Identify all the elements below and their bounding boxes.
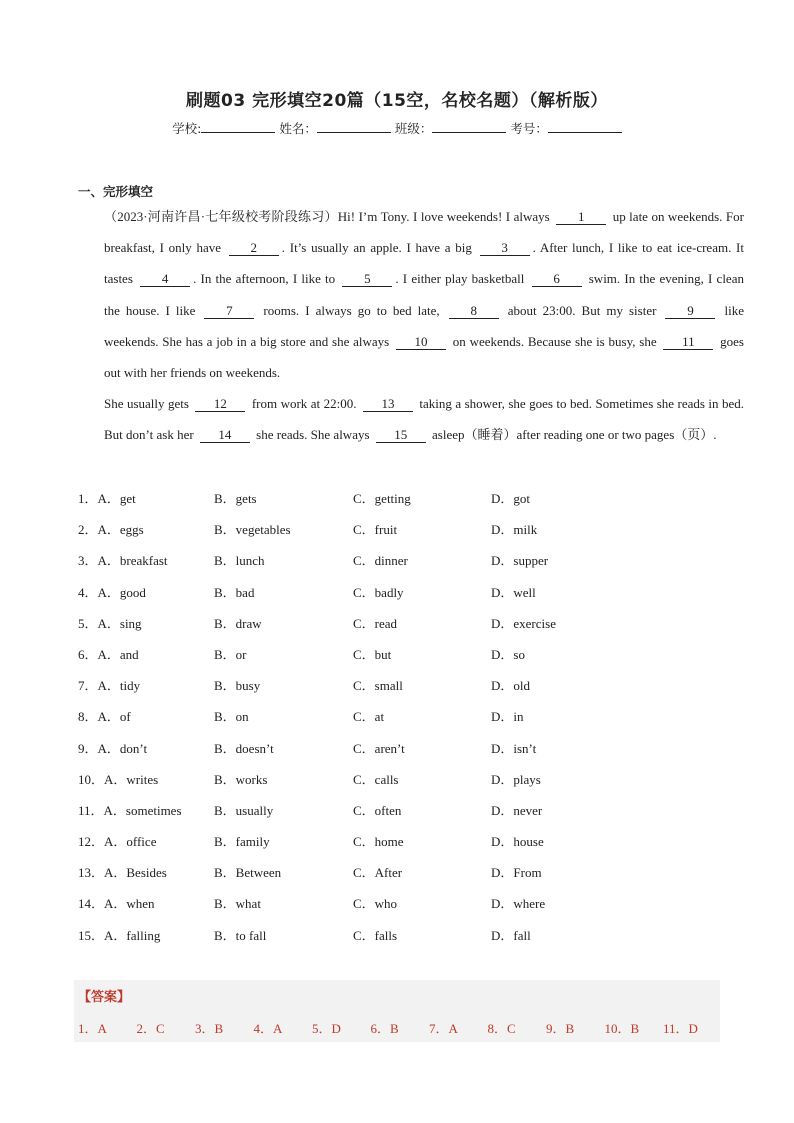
- blank-4[interactable]: 4: [140, 272, 190, 287]
- blank-14[interactable]: 14: [200, 428, 250, 443]
- blank-7[interactable]: 7: [204, 304, 254, 319]
- passage-text: swim. In the evening, I clean the house. I like: [104, 271, 744, 318]
- option-c[interactable]: C．badly: [353, 584, 404, 600]
- question-row: [78, 795, 718, 826]
- option-b[interactable]: B．to fall: [214, 927, 267, 943]
- question-row: [78, 545, 718, 576]
- option-c[interactable]: C．dinner: [353, 553, 408, 569]
- option-a[interactable]: 3．A．breakfast: [78, 553, 168, 569]
- answer-item: 11．D: [663, 1021, 698, 1036]
- question-options-list: [78, 483, 718, 951]
- option-a[interactable]: 12．A．office: [78, 834, 157, 850]
- question-row: [78, 733, 718, 764]
- option-d[interactable]: D．supper: [491, 553, 549, 569]
- option-a[interactable]: 1．A．get: [78, 491, 136, 506]
- name-blank[interactable]: [317, 121, 391, 133]
- answer-item: 9．B: [546, 1021, 575, 1036]
- option-d[interactable]: D．house: [491, 834, 544, 850]
- option-a[interactable]: 15．A．falling: [78, 927, 161, 943]
- option-a[interactable]: 11．A．sometimes: [78, 802, 182, 818]
- option-d[interactable]: D．milk: [491, 522, 538, 538]
- option-d[interactable]: D．fall: [491, 927, 531, 943]
- passage-text: like weekends. She has a job in a big store and she always: [104, 302, 744, 349]
- question-row: [78, 888, 718, 919]
- answer-item: 8．C: [487, 1021, 516, 1036]
- answer-item: 7．A: [429, 1021, 458, 1036]
- passage-paragraph-1: [78, 201, 744, 388]
- option-c[interactable]: C．calls: [353, 771, 399, 787]
- option-b[interactable]: B．gets: [214, 491, 257, 506]
- option-a[interactable]: 9．A．don’t: [78, 740, 148, 756]
- question-row: [78, 670, 718, 701]
- blank-9[interactable]: 9: [665, 304, 715, 319]
- question-row: [78, 483, 718, 514]
- passage-text: on weekends. Because she is busy, she: [449, 333, 661, 349]
- question-row: [78, 577, 718, 608]
- option-d[interactable]: D．plays: [491, 771, 541, 787]
- option-d[interactable]: D．where: [491, 896, 546, 912]
- exam-number-blank[interactable]: [548, 121, 622, 133]
- option-b[interactable]: B．or: [214, 646, 247, 662]
- question-row: [78, 701, 718, 732]
- question-row: [78, 764, 718, 795]
- passage-text: （2023·河南许昌·七年级校考阶段练习）Hi! I’m Tony. I love weekends! I always: [104, 209, 554, 224]
- answer-item: 2．C: [136, 1021, 165, 1036]
- option-d[interactable]: D．never: [491, 802, 543, 818]
- exam-number-label: 考号：: [510, 121, 548, 136]
- passage-text: . I either play basketball: [395, 271, 529, 287]
- option-c[interactable]: C．getting: [353, 491, 411, 506]
- passage-text: up late on weekends. For breakfast, I only have: [104, 209, 744, 256]
- blank-12[interactable]: 12: [195, 397, 245, 412]
- passage-text: . In the afternoon, I like to: [193, 271, 340, 287]
- blank-13[interactable]: 13: [363, 397, 413, 412]
- blank-2[interactable]: 2: [229, 241, 279, 256]
- option-c[interactable]: C．home: [353, 834, 404, 850]
- passage-text: rooms. I always go to bed late,: [257, 302, 446, 318]
- option-c[interactable]: C．read: [353, 615, 398, 631]
- page-title: 刷题03 完形填空20篇（15空，名校名题）（解析版）: [186, 91, 608, 111]
- option-a[interactable]: 10．A．writes: [78, 771, 159, 787]
- name-label: 姓名：: [279, 121, 317, 136]
- option-a[interactable]: 6．A．and: [78, 646, 139, 662]
- option-d[interactable]: D．From: [491, 865, 542, 881]
- passage-text: . It’s usually an apple. I have a big: [281, 240, 477, 256]
- option-d[interactable]: D．exercise: [491, 615, 556, 631]
- option-b[interactable]: B．bad: [214, 584, 255, 600]
- blank-10[interactable]: 10: [396, 335, 446, 350]
- passage-text: . After lunch, I like to eat ice-cream. It tastes: [104, 240, 744, 287]
- option-b[interactable]: B．vegetables: [214, 522, 291, 538]
- option-b[interactable]: B．doesn’t: [214, 740, 274, 756]
- option-c[interactable]: C．falls: [353, 927, 398, 943]
- option-d[interactable]: D．well: [491, 584, 536, 600]
- option-b[interactable]: B．what: [214, 896, 261, 912]
- option-d[interactable]: D．in: [491, 709, 524, 725]
- passage-text: goes out with her friends on weekends.: [104, 333, 744, 381]
- option-b[interactable]: B．draw: [214, 615, 262, 631]
- option-b[interactable]: B．on: [214, 709, 249, 725]
- class-blank[interactable]: [432, 121, 506, 133]
- option-a[interactable]: 4．A．good: [78, 584, 146, 600]
- passage-text: taking a shower, she goes to bed. Sometimes she reads in bed. But don’t ask her: [104, 396, 745, 443]
- option-b[interactable]: B．lunch: [214, 553, 265, 569]
- option-c[interactable]: C．aren’t: [353, 740, 405, 756]
- answer-item: 3．B: [195, 1021, 224, 1036]
- blank-1[interactable]: 1: [556, 210, 606, 225]
- option-c[interactable]: C．often: [353, 802, 402, 818]
- blank-5[interactable]: 5: [342, 272, 392, 287]
- option-b[interactable]: B．Between: [214, 865, 282, 881]
- answer-item: 5．D: [312, 1021, 341, 1036]
- section-heading: 一、完形填空: [78, 184, 154, 199]
- option-a[interactable]: 2．A．eggs: [78, 522, 144, 538]
- option-b[interactable]: B．works: [214, 771, 268, 787]
- question-row: [78, 920, 718, 951]
- passage-text: she reads. She always: [252, 427, 373, 443]
- class-label: 班级：: [394, 121, 433, 136]
- question-row: [78, 608, 718, 639]
- answer-label: 【答案】: [78, 990, 131, 1005]
- option-a[interactable]: 8．A．of: [78, 709, 131, 725]
- passage-text: She usually gets: [104, 396, 193, 411]
- option-b[interactable]: B．family: [214, 834, 270, 850]
- option-d[interactable]: D．so: [491, 646, 525, 662]
- option-c[interactable]: C．who: [353, 896, 398, 912]
- option-c[interactable]: C．After: [353, 865, 403, 881]
- blank-11[interactable]: 11: [663, 335, 713, 350]
- option-c[interactable]: C．fruit: [353, 522, 398, 538]
- option-b[interactable]: B．usually: [214, 802, 274, 818]
- option-d[interactable]: D．old: [491, 678, 531, 694]
- answer-item: 1．A: [78, 1021, 107, 1036]
- option-b[interactable]: B．busy: [214, 678, 261, 694]
- answer-item: 6．B: [370, 1021, 399, 1036]
- question-row: [78, 639, 718, 670]
- option-a[interactable]: 7．A．tidy: [78, 678, 141, 694]
- question-row: [78, 857, 718, 888]
- answer-item: 10．B: [604, 1021, 640, 1036]
- option-d[interactable]: D．got: [491, 491, 531, 506]
- blank-15[interactable]: 15: [376, 428, 426, 443]
- passage-text: asleep（睡着）after reading one or two pages（页）.: [428, 427, 717, 443]
- school-label: 学校:: [172, 121, 202, 136]
- passage-text: from work at 22:00.: [248, 396, 360, 411]
- blank-6[interactable]: 6: [532, 272, 582, 287]
- passage-text: about 23:00. But my sister: [501, 302, 663, 318]
- answer-item: 4．A: [253, 1021, 283, 1036]
- option-c[interactable]: C．but: [353, 646, 392, 662]
- option-a[interactable]: 13．A．Besides: [78, 865, 167, 881]
- question-row: [78, 826, 718, 857]
- option-d[interactable]: D．isn’t: [491, 740, 537, 756]
- question-row: [78, 514, 718, 545]
- blank-3[interactable]: 3: [480, 241, 530, 256]
- school-blank[interactable]: [201, 121, 275, 133]
- option-c[interactable]: C．at: [353, 709, 385, 725]
- student-info-line: [0, 119, 794, 137]
- passage-paragraph-2: [78, 388, 744, 450]
- option-a[interactable]: 5．A．sing: [78, 615, 142, 631]
- option-c[interactable]: C．small: [353, 678, 403, 694]
- blank-8[interactable]: 8: [449, 304, 499, 319]
- option-a[interactable]: 14．A．when: [78, 896, 155, 912]
